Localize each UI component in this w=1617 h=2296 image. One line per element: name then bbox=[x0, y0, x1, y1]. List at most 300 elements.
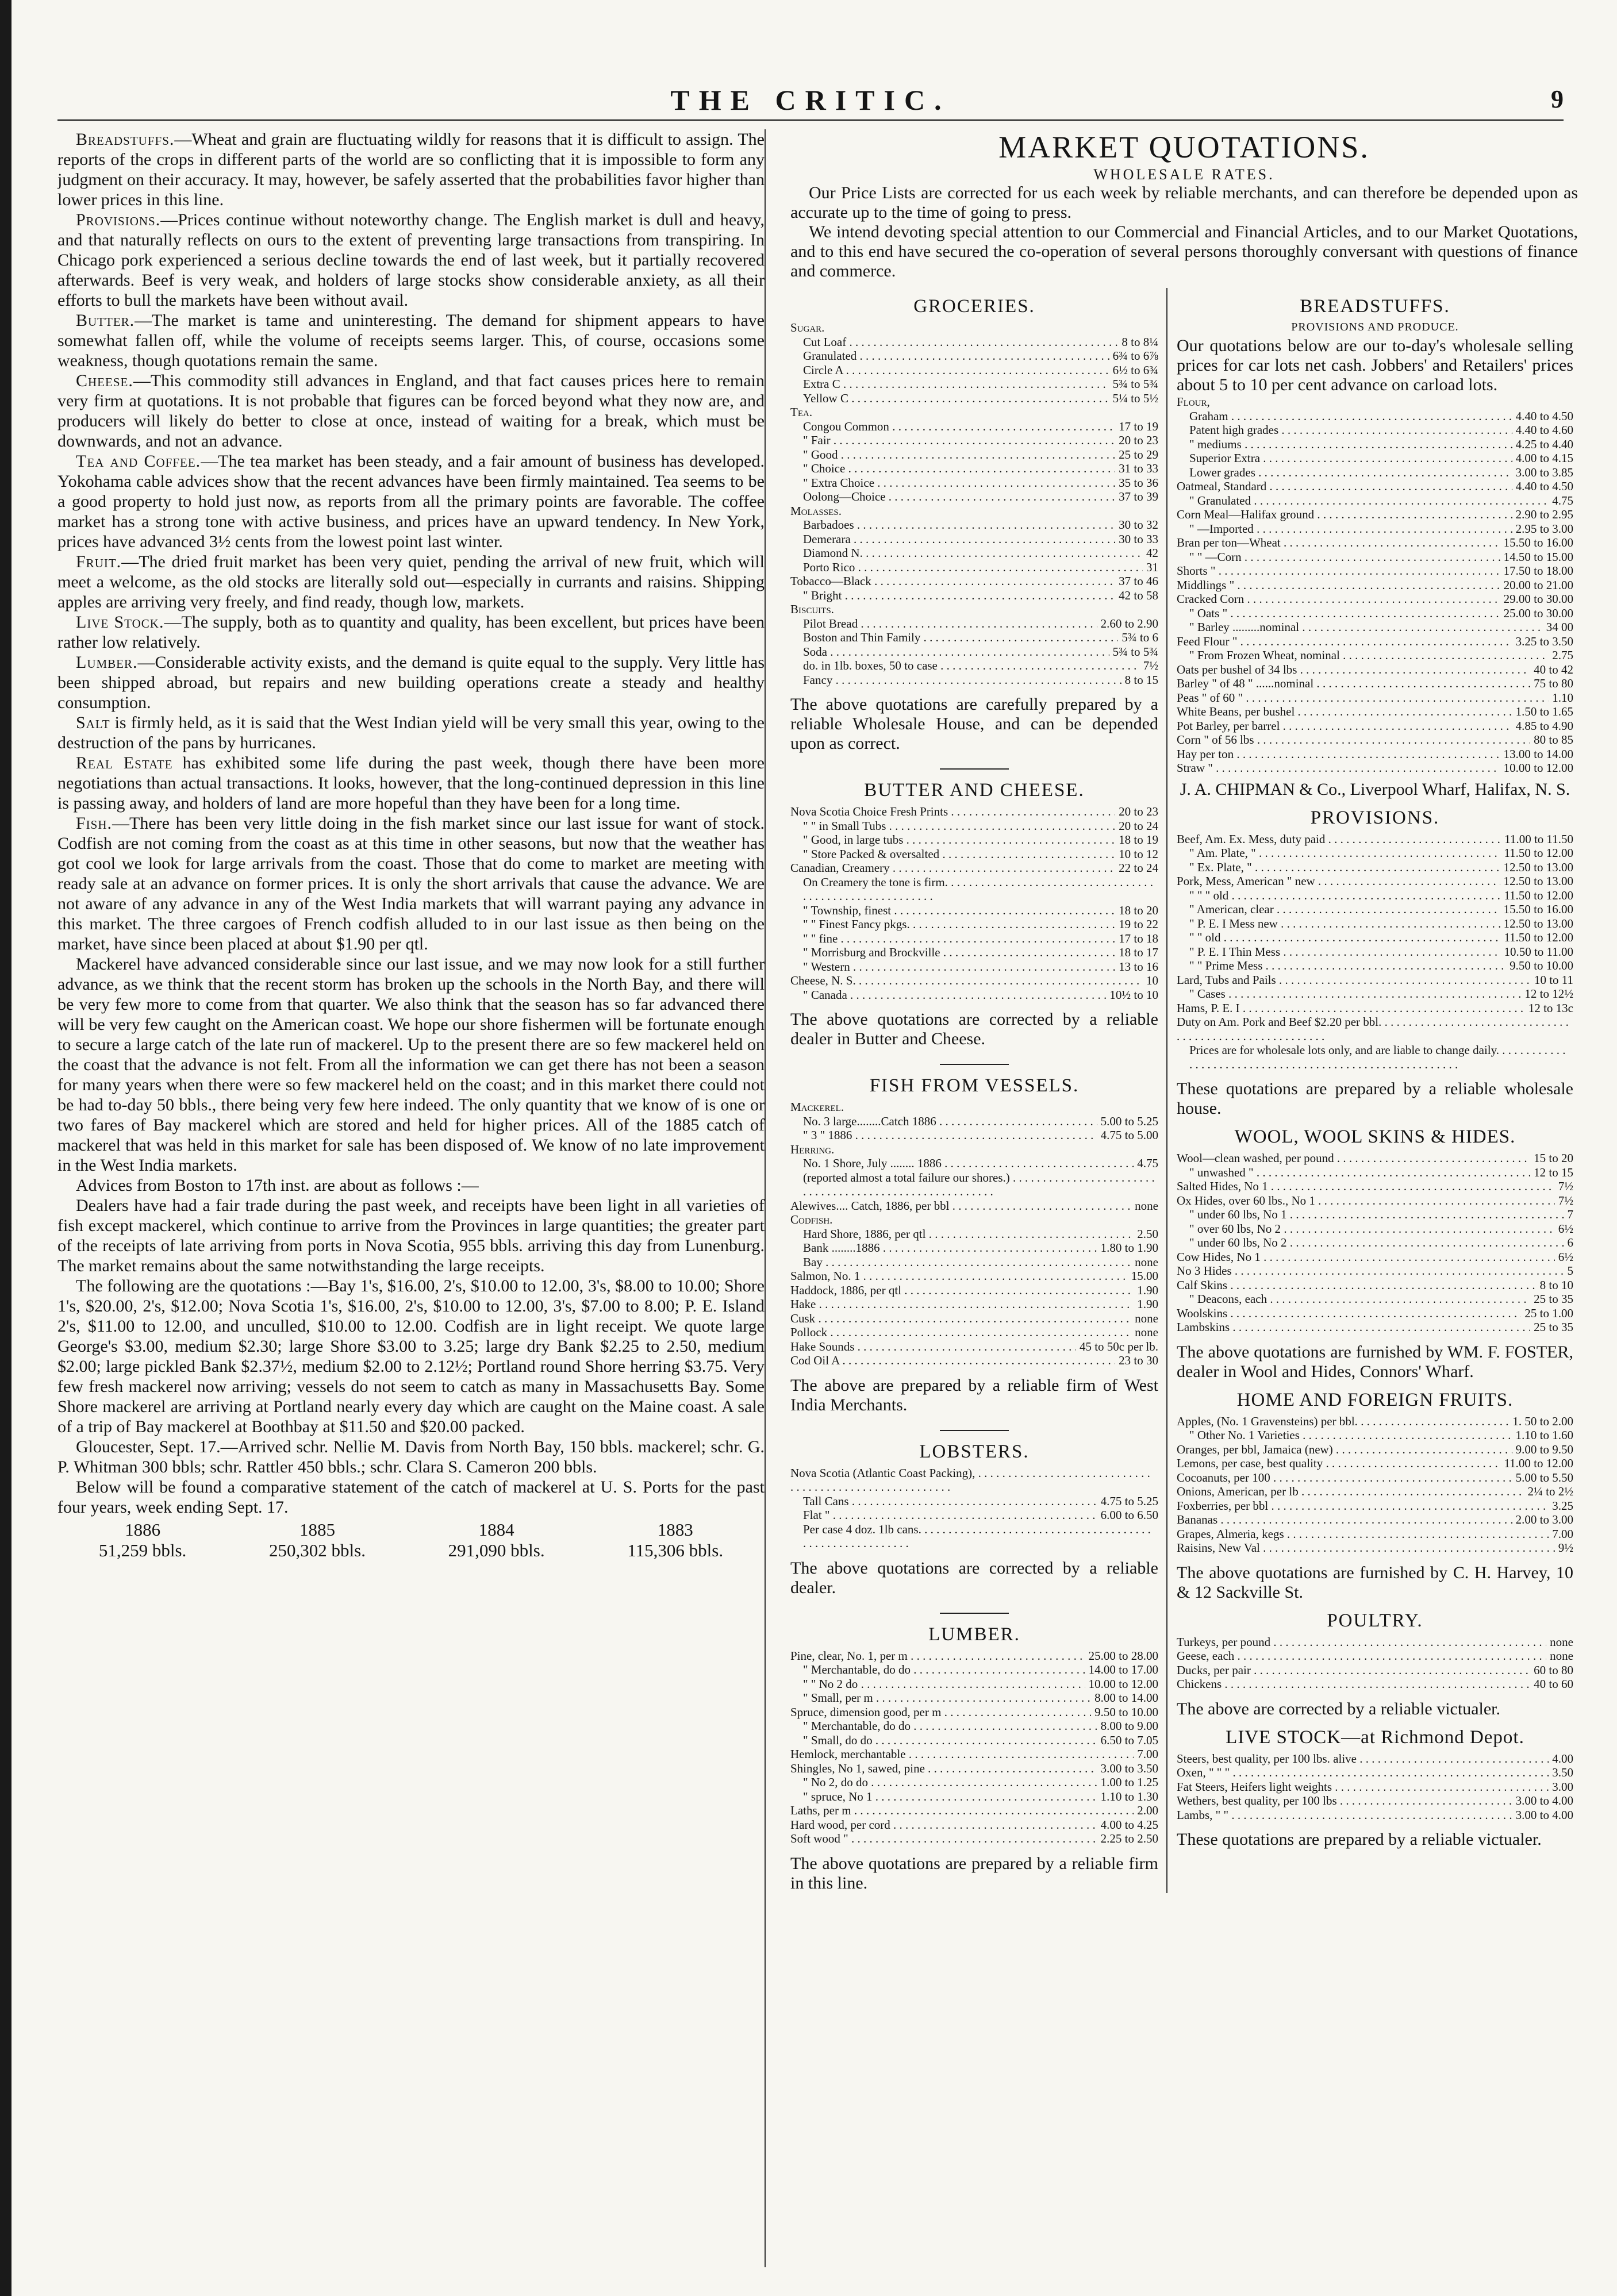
price-value bbox=[1155, 875, 1158, 903]
commodity-label: Oranges, per bbl, Jamaica (new) . . . bbox=[1177, 1443, 1512, 1457]
commodity-label: Lemons, per case, best quality . . . bbox=[1177, 1456, 1500, 1471]
price-row bbox=[1177, 1649, 1573, 1663]
price-row bbox=[790, 1255, 1158, 1270]
commodity-label: " over 60 lbs, No 2 . . . bbox=[1177, 1222, 1555, 1236]
commodity-label: " Merchantable, do do . . . bbox=[790, 1663, 1085, 1677]
price-row bbox=[1177, 451, 1573, 466]
price-value: 3.25 bbox=[1549, 1499, 1573, 1513]
price-row bbox=[1177, 1292, 1573, 1306]
commodity-label: Hard wood, per cord . . . bbox=[790, 1818, 1097, 1832]
price-row bbox=[790, 433, 1158, 448]
commodity-label: " From Frozen Wheat, nominal . . . bbox=[1177, 648, 1549, 663]
price-row bbox=[1177, 1443, 1573, 1457]
report-paragraph bbox=[57, 1195, 765, 1276]
price-value: 12.50 to 13.00 bbox=[1500, 874, 1573, 889]
commodity-label: Granulated . . . bbox=[790, 349, 1109, 363]
report-paragraph bbox=[57, 371, 765, 451]
report-heading: Lumber. bbox=[76, 653, 138, 672]
price-value: 17.50 to 18.00 bbox=[1500, 564, 1573, 578]
report-paragraph bbox=[57, 1437, 765, 1477]
price-row bbox=[1177, 634, 1573, 649]
commodity-label: Cracked Corn . . . bbox=[1177, 592, 1500, 606]
commodity-label: Tall Cans . . . bbox=[790, 1494, 1097, 1509]
price-value bbox=[1155, 1143, 1158, 1157]
report-heading: Cheese. bbox=[76, 371, 133, 390]
commodity-label: Pilot Bread . . . bbox=[790, 617, 1097, 631]
report-paragraph bbox=[57, 652, 765, 713]
price-value: 18 to 20 bbox=[1115, 903, 1158, 918]
divider bbox=[940, 1430, 1009, 1431]
commodity-label: Cod Oil A . . . bbox=[790, 1353, 1115, 1368]
commodity-label: Turkeys, per pound . . . bbox=[1177, 1635, 1546, 1649]
commodity-label: Shorts " . . . bbox=[1177, 564, 1500, 578]
price-row bbox=[790, 932, 1158, 946]
price-row bbox=[1177, 691, 1573, 705]
commodity-label: " under 60 lbs, No 1 . . . bbox=[1177, 1207, 1564, 1222]
price-row bbox=[1177, 761, 1573, 775]
commodity-label: Oxen, " " " . . . bbox=[1177, 1766, 1549, 1780]
price-row bbox=[790, 1241, 1158, 1255]
commodity-label: Raisins, New Val . . . bbox=[1177, 1541, 1555, 1555]
commodity-label: Laths, per m . . . bbox=[790, 1803, 1134, 1818]
price-value: 4.75 bbox=[1549, 494, 1573, 508]
price-table bbox=[1177, 395, 1573, 775]
report-paragraph bbox=[57, 713, 765, 753]
price-value bbox=[1155, 1213, 1158, 1227]
section-title: POULTRY. bbox=[1327, 1610, 1423, 1631]
commodity-label: Codfish. bbox=[790, 1213, 833, 1226]
masthead bbox=[57, 83, 1564, 121]
report-text: —This commodity still advances in England, and that fact causes prices here to remain very firm at quotations. It is not probable that figures can be forced beyond what they now are, and producers will likely do better to close at once, instead of waiting for a break, which must be downwards, and not an advance. bbox=[57, 371, 765, 451]
price-row bbox=[1177, 1166, 1573, 1180]
price-row bbox=[790, 1522, 1158, 1551]
report-text: Below will be found a comparative statement of the catch of mackerel at U. S. Ports for the past four years, week ending Sept. 17. bbox=[57, 1478, 765, 1517]
price-row bbox=[1177, 437, 1573, 452]
price-value bbox=[1570, 1043, 1573, 1071]
price-table bbox=[790, 1649, 1158, 1846]
price-value: 5¾ to 6 bbox=[1118, 630, 1158, 645]
price-value: 22 to 24 bbox=[1115, 861, 1158, 875]
price-row bbox=[790, 1762, 1158, 1776]
price-value: 25.00 to 30.00 bbox=[1500, 606, 1573, 621]
commodity-label: Barbadoes . . . bbox=[790, 518, 1115, 532]
provisions-section bbox=[1177, 807, 1573, 1119]
price-value: 9.00 to 9.50 bbox=[1512, 1443, 1573, 1457]
price-row bbox=[1177, 832, 1573, 847]
price-value: 4.75 bbox=[1134, 1156, 1158, 1171]
report-heading: Tea and Coffee. bbox=[76, 452, 201, 471]
price-row bbox=[790, 405, 1158, 420]
price-value: 1.50 to 1.65 bbox=[1512, 705, 1573, 719]
price-value: 2.00 bbox=[1134, 1803, 1158, 1818]
commodity-label: " " Prime Mess . . . bbox=[1177, 959, 1506, 973]
section-title: LUMBER. bbox=[928, 1624, 1020, 1645]
report-text: —The dried fruit market has been very quiet, pending the arrival of new fruit, which will meet a welcome, as the old stocks are literally sold out—especially in currants and raisins. Shipping apples are arriving very freely, and find ready, though low, markets. bbox=[57, 552, 765, 612]
commodity-label: " Am. Plate, " . . . bbox=[1177, 846, 1500, 860]
price-row bbox=[790, 645, 1158, 659]
report-heading: Breadstuffs. bbox=[76, 130, 175, 149]
price-row bbox=[790, 1325, 1158, 1340]
intro-paragraph: Our Price Lists are corrected for us each week by reliable merchants, and can therefore be depended upon as accurate up to the time of going to press. bbox=[790, 183, 1578, 222]
commodity-label: " " —Corn . . . bbox=[1177, 550, 1500, 564]
report-text: —Considerable activity exists, and the demand is quite equal to the supply. Very little has been shipped abroad, but repairs and new building operations create a steady and healthy consumption. bbox=[57, 653, 765, 712]
price-value: 12.50 to 13.00 bbox=[1500, 860, 1573, 875]
price-row bbox=[1177, 1456, 1573, 1471]
price-value: 1.10 to 1.30 bbox=[1097, 1790, 1158, 1804]
price-value: 11.00 to 11.50 bbox=[1501, 832, 1573, 847]
price-value: 42 to 58 bbox=[1115, 589, 1158, 603]
price-row bbox=[1177, 466, 1573, 480]
report-paragraph bbox=[57, 451, 765, 552]
price-row bbox=[790, 1677, 1158, 1691]
price-value: 6½ bbox=[1555, 1250, 1573, 1264]
price-value: 31 bbox=[1143, 560, 1158, 575]
commodity-label: Bananas . . . bbox=[1177, 1513, 1512, 1527]
commodity-label: " Cases . . . bbox=[1177, 987, 1521, 1001]
price-value: 20 to 24 bbox=[1115, 819, 1158, 833]
price-value: none bbox=[1131, 1312, 1158, 1326]
price-row bbox=[1177, 747, 1573, 762]
price-value: 3.00 to 3.50 bbox=[1097, 1762, 1158, 1776]
report-paragraph bbox=[57, 612, 765, 652]
price-row bbox=[790, 1733, 1158, 1748]
commodity-label: " Good, in large tubs . . . bbox=[790, 833, 1115, 847]
commodity-label: " P. E. I Thin Mess . . . bbox=[1177, 945, 1500, 959]
commodity-label: Cow Hides, No 1 . . . bbox=[1177, 1250, 1555, 1264]
price-row bbox=[790, 988, 1158, 1002]
commodity-label: Pollock . . . bbox=[790, 1325, 1131, 1340]
commodity-label: (reported almost a total failure our shores.) . . . bbox=[790, 1171, 1155, 1199]
commodity-label: Nova Scotia Choice Fresh Prints . . . bbox=[790, 805, 1115, 819]
price-row bbox=[790, 1719, 1158, 1733]
commodity-label: Pot Barley, per barrel . . . bbox=[1177, 719, 1512, 733]
price-value: 2.00 to 3.00 bbox=[1512, 1513, 1573, 1527]
price-row bbox=[1177, 1264, 1573, 1278]
price-row bbox=[1177, 578, 1573, 593]
price-row bbox=[790, 1832, 1158, 1846]
commodity-label: Hard Shore, 1886, per qtl . . . bbox=[790, 1227, 1134, 1241]
commodity-label: Barley " of 48 " ......nominal . . . bbox=[1177, 676, 1530, 691]
price-table bbox=[790, 1100, 1158, 1368]
price-row bbox=[790, 1269, 1158, 1283]
price-value: 42 bbox=[1143, 546, 1158, 560]
price-row bbox=[1177, 1236, 1573, 1250]
price-row bbox=[1177, 1808, 1573, 1822]
price-value: 10.00 to 12.00 bbox=[1085, 1677, 1158, 1691]
price-table bbox=[1177, 1414, 1573, 1555]
commodity-label: Ducks, per pair . . . bbox=[1177, 1663, 1530, 1678]
commodity-label: " Barley .........nominal . . . bbox=[1177, 620, 1543, 634]
price-row bbox=[790, 1213, 1158, 1227]
price-row bbox=[790, 1466, 1158, 1494]
price-value: 2.25 to 2.50 bbox=[1097, 1832, 1158, 1846]
price-value: 4.25 to 4.40 bbox=[1512, 437, 1573, 452]
commodity-label: Bay . . . bbox=[790, 1255, 1131, 1270]
price-row bbox=[790, 420, 1158, 434]
commodity-label: " Oats " . . . bbox=[1177, 606, 1500, 621]
price-row bbox=[790, 574, 1158, 589]
breadstuffs-section bbox=[1177, 296, 1573, 799]
price-value: 80 to 85 bbox=[1530, 733, 1573, 747]
price-row bbox=[1177, 536, 1573, 550]
section-note: The above quotations are furnished by C. H. Harvey, 10 & 12 Sackville St. bbox=[1177, 1563, 1573, 1602]
price-value: none bbox=[1546, 1635, 1573, 1649]
price-value: 23 to 30 bbox=[1115, 1353, 1158, 1368]
commodity-label: Boston and Thin Family . . . bbox=[790, 630, 1118, 645]
price-value: 4.75 to 5.25 bbox=[1097, 1494, 1158, 1509]
commodity-label: Steers, best quality, per 100 lbs. alive . . . bbox=[1177, 1752, 1549, 1766]
commodity-label: Biscuits. bbox=[790, 602, 834, 616]
commodity-label: Tobacco—Black . . . bbox=[790, 574, 1115, 589]
report-text: has exhibited some life during the past week, though there have been more negotiations than actual transactions. It looks, however, that the long-continued depression in this line is passing away, and holders of land are more hopeful than they have been for a long time. bbox=[57, 753, 765, 813]
commodity-label: " Deacons, each . . . bbox=[1177, 1292, 1530, 1306]
commodity-label: Sugar. bbox=[790, 321, 825, 334]
price-value: 34 00 bbox=[1543, 620, 1573, 634]
commodity-label: Porto Rico . . . bbox=[790, 560, 1143, 575]
market-report-paragraphs bbox=[57, 129, 765, 1517]
price-value: 4.40 to 4.60 bbox=[1512, 423, 1573, 437]
price-row bbox=[1177, 1541, 1573, 1555]
commodity-label: " Good . . . bbox=[790, 448, 1115, 462]
report-text: —Wheat and grain are fluctuating wildly for reasons that it is difficult to assign. The reports of the crops in different parts of the world are so conflicting that it is impossible to form any judgment on their accuracy. It may, however, be safely asserted that the probabilities favor higher than lower prices in this line. bbox=[57, 130, 765, 209]
live-stock-section bbox=[1177, 1727, 1573, 1850]
price-table bbox=[1177, 1752, 1573, 1822]
commodity-label: Tea. bbox=[790, 405, 813, 419]
price-value: 1.90 bbox=[1134, 1297, 1158, 1312]
commodity-label: Prices are for wholesale lots only, and are liable to change daily. . . . bbox=[1177, 1043, 1570, 1071]
commodity-label: On Creamery the tone is firm. . . . bbox=[790, 875, 1155, 903]
price-row bbox=[1177, 620, 1573, 634]
commodity-label: " Merchantable, do do . . . bbox=[790, 1719, 1097, 1733]
commodity-label: " Other No. 1 Varieties . . . bbox=[1177, 1428, 1512, 1443]
price-value: 5 bbox=[1564, 1264, 1574, 1278]
commodity-label: " Small, do do . . . bbox=[790, 1733, 1097, 1748]
price-value: 12 to 13c bbox=[1525, 1001, 1573, 1016]
price-value: 6¾ to 6⅞ bbox=[1109, 349, 1158, 363]
price-value: 30 to 32 bbox=[1115, 518, 1158, 532]
price-row bbox=[1177, 1414, 1573, 1429]
newspaper-title: THE CRITIC. bbox=[670, 84, 951, 116]
price-row bbox=[1177, 860, 1573, 875]
section-title: LIVE STOCK—at Richmond Depot. bbox=[1226, 1726, 1524, 1748]
price-row bbox=[790, 1803, 1158, 1818]
price-value: 11.50 to 12.00 bbox=[1500, 889, 1573, 903]
commodity-label: " Township, finest . . . bbox=[790, 903, 1115, 918]
commodity-label: " under 60 lbs, No 2 . . . bbox=[1177, 1236, 1564, 1250]
butter-cheese-section bbox=[790, 780, 1158, 1049]
price-row bbox=[790, 448, 1158, 462]
price-value: 1.10 bbox=[1549, 691, 1573, 705]
price-value: 75 to 80 bbox=[1530, 676, 1573, 691]
commodity-label: Spruce, dimension good, per m . . . bbox=[790, 1705, 1091, 1720]
price-row bbox=[790, 1818, 1158, 1832]
commodity-label: " Store Packed & oversalted . . . bbox=[790, 847, 1115, 862]
commodity-label: Cocoanuts, per 100 . . . bbox=[1177, 1471, 1512, 1485]
commodity-label: " Western . . . bbox=[790, 960, 1115, 974]
price-value: 6½ to 6¾ bbox=[1109, 363, 1158, 378]
price-row bbox=[1177, 564, 1573, 578]
price-row bbox=[1177, 874, 1573, 889]
commodity-label: Cheese, N. S. . . . bbox=[790, 974, 1143, 988]
price-value: 5¾ to 5¾ bbox=[1109, 645, 1158, 659]
price-value: 5¾ to 5¾ bbox=[1109, 377, 1158, 391]
commodity-label: Woolskins . . . bbox=[1177, 1306, 1521, 1321]
market-quotations-heading: MARKET QUOTATIONS. bbox=[998, 130, 1370, 164]
price-row bbox=[790, 1494, 1158, 1509]
price-row bbox=[790, 1143, 1158, 1157]
price-value bbox=[1155, 321, 1158, 335]
catch-barrels: 250,302 bbls. bbox=[269, 1540, 366, 1560]
price-row bbox=[1177, 973, 1573, 987]
report-heading: Fish. bbox=[76, 814, 113, 833]
report-heading: Butter. bbox=[76, 311, 135, 330]
price-value: 20 to 23 bbox=[1115, 433, 1158, 448]
report-paragraph bbox=[57, 1276, 765, 1437]
commodity-label: Herring. bbox=[790, 1142, 835, 1156]
commodity-label: Hay per ton . . . bbox=[1177, 747, 1500, 762]
intro-paragraph: We intend devoting special attention to our Commercial and Financial Articles, and to our Market Quotations, and to this end have secured the co-operation of several persons thoroughly conversant with questions of finance and commerce. bbox=[790, 222, 1578, 280]
price-value: 10.50 to 11.00 bbox=[1500, 945, 1573, 959]
price-table bbox=[1177, 832, 1573, 1072]
price-row bbox=[790, 819, 1158, 833]
price-row bbox=[1177, 1001, 1573, 1016]
price-row bbox=[790, 589, 1158, 603]
price-row bbox=[790, 1100, 1158, 1114]
section-note: The above quotations are furnished by WM. F. FOSTER, dealer in Wool and Hides, Connors' Wharf. bbox=[1177, 1342, 1573, 1381]
commodity-label: Flour, bbox=[1177, 395, 1210, 409]
price-value: 35 to 36 bbox=[1115, 476, 1158, 490]
fish-section bbox=[790, 1075, 1158, 1415]
price-row bbox=[790, 1790, 1158, 1804]
divider bbox=[940, 1613, 1009, 1614]
commodity-label: Hams, P. E. I . . . bbox=[1177, 1001, 1525, 1016]
commodity-label: Corn " of 56 lbs . . . bbox=[1177, 733, 1530, 747]
price-row bbox=[790, 1297, 1158, 1312]
price-value: 18 to 17 bbox=[1115, 945, 1158, 960]
price-value: 4.00 to 4.15 bbox=[1512, 451, 1573, 466]
commodity-label: No 3 Hides . . . bbox=[1177, 1264, 1564, 1278]
price-row bbox=[1177, 1194, 1573, 1208]
price-row bbox=[1177, 959, 1573, 973]
price-value: 13 to 16 bbox=[1115, 960, 1158, 974]
commodity-label: Yellow C . . . bbox=[790, 391, 1109, 406]
section-title: HOME AND FOREIGN FRUITS. bbox=[1236, 1389, 1514, 1410]
commodity-label: Diamond N. . . . bbox=[790, 546, 1143, 560]
price-row bbox=[1177, 1428, 1573, 1443]
price-value: 25.00 to 28.00 bbox=[1085, 1649, 1158, 1663]
commodity-label: " Ex. Plate, " . . . bbox=[1177, 860, 1500, 875]
catch-year-column bbox=[448, 1520, 545, 1561]
price-row bbox=[1177, 1513, 1573, 1527]
groceries-section bbox=[790, 296, 1158, 753]
price-row bbox=[790, 960, 1158, 974]
price-value: 7.00 bbox=[1134, 1747, 1158, 1762]
price-value: 25 to 35 bbox=[1530, 1320, 1573, 1334]
price-value: 9½ bbox=[1555, 1541, 1573, 1555]
price-row bbox=[1177, 945, 1573, 959]
price-value: 10 bbox=[1143, 974, 1158, 988]
price-row bbox=[790, 1691, 1158, 1705]
price-row bbox=[790, 847, 1158, 862]
price-value: 8.00 to 14.00 bbox=[1091, 1691, 1158, 1705]
commodity-label: Canadian, Creamery . . . bbox=[790, 861, 1115, 875]
price-row bbox=[1177, 1752, 1573, 1766]
report-heading: Fruit. bbox=[76, 552, 122, 571]
price-row bbox=[790, 617, 1158, 631]
report-text: —The supply, both as to quantity and quality, has been excellent, but prices have been rather low relatively. bbox=[57, 613, 765, 652]
price-value: 60 to 80 bbox=[1530, 1663, 1573, 1678]
price-value bbox=[1155, 1171, 1158, 1199]
price-value: 10½ to 10 bbox=[1106, 988, 1158, 1002]
commodity-label: Oatmeal, Standard . . . bbox=[1177, 479, 1512, 494]
price-row bbox=[1177, 1015, 1573, 1043]
price-value: 5.00 to 5.25 bbox=[1097, 1114, 1158, 1129]
price-value: 2.90 to 2.95 bbox=[1512, 507, 1573, 522]
price-row bbox=[1177, 395, 1573, 409]
price-value: 3.00 to 3.85 bbox=[1512, 466, 1573, 480]
commodity-label: Patent high grades . . . bbox=[1177, 423, 1512, 437]
section-title: BREADSTUFFS. bbox=[1300, 296, 1450, 317]
catch-year: 1886 bbox=[125, 1520, 161, 1540]
price-row bbox=[1177, 423, 1573, 437]
commodity-label: Foxberries, per bbl . . . bbox=[1177, 1499, 1549, 1513]
commodity-label: Lambskins . . . bbox=[1177, 1320, 1530, 1334]
price-row bbox=[790, 377, 1158, 391]
page-number: 9 bbox=[1551, 85, 1564, 113]
price-row bbox=[1177, 987, 1573, 1001]
price-value: 25 to 1.00 bbox=[1521, 1306, 1573, 1321]
price-value: 4.85 to 4.90 bbox=[1512, 719, 1573, 733]
price-row bbox=[1177, 1222, 1573, 1236]
commodity-label: Wethers, best quality, per 100 lbs . . . bbox=[1177, 1794, 1512, 1808]
mackerel-catch-statement bbox=[57, 1520, 765, 1561]
price-value: 6.50 to 7.05 bbox=[1097, 1733, 1158, 1748]
price-row bbox=[1177, 494, 1573, 508]
commodity-label: Duty on Am. Pork and Beef $2.20 per bbl. . . . bbox=[1177, 1015, 1570, 1043]
price-value: 11.00 to 12.00 bbox=[1500, 1456, 1573, 1471]
commodity-label: " Granulated . . . bbox=[1177, 494, 1549, 508]
price-value: 7½ bbox=[1555, 1179, 1573, 1194]
price-row bbox=[790, 1199, 1158, 1213]
price-value: 4.40 to 4.50 bbox=[1512, 479, 1573, 494]
price-row bbox=[1177, 1471, 1573, 1485]
price-row bbox=[790, 602, 1158, 617]
price-row bbox=[1177, 1043, 1573, 1071]
section-note: These quotations are prepared by a reliable wholesale house. bbox=[1177, 1079, 1573, 1118]
lumber-section bbox=[790, 1624, 1158, 1893]
wholesale-rates-subheading: WHOLESALE RATES. bbox=[1093, 166, 1275, 183]
commodity-label: Salted Hides, No 1 . . . bbox=[1177, 1179, 1555, 1194]
commodity-label: Hake Sounds . . . bbox=[790, 1340, 1076, 1354]
price-value: none bbox=[1131, 1255, 1158, 1270]
price-row bbox=[1177, 1663, 1573, 1678]
price-value: 11.50 to 12.00 bbox=[1500, 846, 1573, 860]
commodity-label: " " " old . . . bbox=[1177, 889, 1500, 903]
price-row bbox=[790, 321, 1158, 335]
divider bbox=[940, 1064, 1009, 1065]
divider bbox=[940, 768, 1009, 770]
commodity-label: Apples, (No. 1 Gravensteins) per bbl. . . . bbox=[1177, 1414, 1509, 1429]
commodity-label: " American, clear . . . bbox=[1177, 902, 1500, 917]
price-value: 15 to 20 bbox=[1530, 1151, 1573, 1166]
price-row bbox=[790, 875, 1158, 903]
price-row bbox=[790, 1775, 1158, 1790]
commodity-label: Hake . . . bbox=[790, 1297, 1134, 1312]
price-value: 11.50 to 12.00 bbox=[1500, 930, 1573, 945]
price-row bbox=[790, 546, 1158, 560]
price-row bbox=[790, 1227, 1158, 1241]
commodity-label: Circle A . . . bbox=[790, 363, 1109, 378]
